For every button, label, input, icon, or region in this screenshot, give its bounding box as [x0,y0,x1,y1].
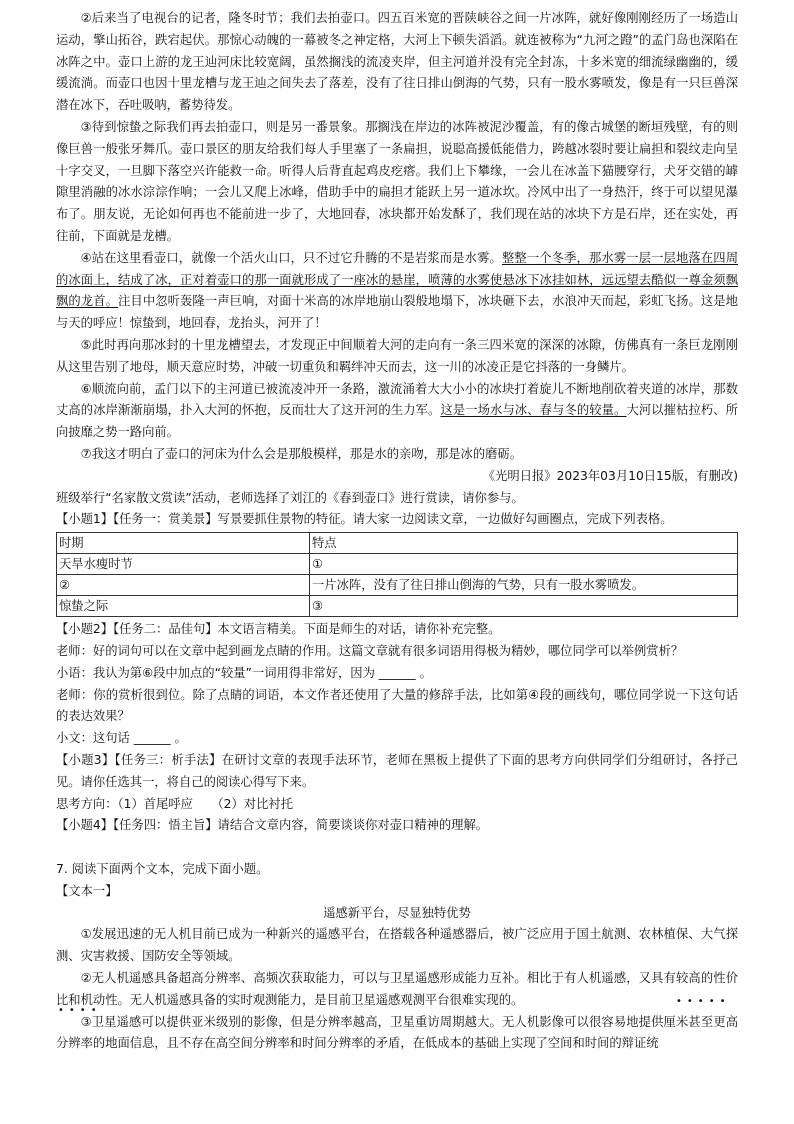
table-cell-period: 惊蛰之际 [57,596,310,617]
passage-paragraph-7: ⑦我这才明白了壶口的河床为什么会是那般模样，那是水的亲吻，那是冰的磨砺。 [80,446,523,461]
thinking-directions: 思考方向：（1）首尾呼应 （2）对比衬托 [56,796,293,811]
section-spacer [56,837,738,859]
table-cell-period: 天旱水瘦时节 [57,554,310,575]
emphasis-dot-marks: ••••• [676,995,731,1007]
paragraph-6-opening: ⑥顺流向前，孟门以下的主河道已被流凌冲开一条路，激流涌着大大小小的冰块打着旋儿不断地削砍着夹道的冰岸，那数丈高的冰岸渐渐崩塌，扑入大河的怀抱，反而壮大了这开河的生力军。 [56,381,738,418]
table-row [57,575,738,596]
activity-intro: 班级举行“名家散文赏读”活动，老师选择了刘江的《春到壶口》进行赏读，请你参与。 [56,490,524,505]
table-header-row [57,533,738,554]
passage-paragraph-3: ③待到惊蛰之际我们再去拍壶口，则是另一番景象。那搁浅在岸边的冰阵被泥沙覆盖，有的像古城堡的断垣残壁，有的则像巨兽一般张牙舞爪。壶口景区的朋友给我们每人手里塞了一条扁担，说聪高援低能借力，跨越冰裂时要让扁担和裂纹走向呈十字交叉，一旦脚下落空兴许能救一命。听得人后背直起鸡皮疙瘩。我们上下攀缘，一会儿在冰盖下猫腰穿行，犬牙交错的罅隙里消融的冰水淙淙作响；一会儿又爬上冰峰，借助手中的扁担才能跃上另一道冰坎。冷风中出了一身热汗，终于可以望见瀑布了。朋友说，无论如何再也不能前进一步了，大地回春，冰块都开始发酥了，我们现在站的冰块下方是石岸，还在实处，再往前，下面就是龙槽。 [56,119,738,243]
passage-paragraph-2: ②后来当了电视台的记者，隆冬时节；我们去拍壶口。四五百米宽的晋陕峡谷之间一片冰阵，就好像刚刚经历了一场造山运动，擎山拓谷，跌宕起伏。那惊心动魄的一幕被冬之神定格，大河上下顿失滔滔。就连被称为“九河之蹬”的孟门岛也深陷在冰阵之中。壶口上游的龙王辿河床比较宽阔，虽然搁浅的流凌夹岸，但主河道并没有完全封冻，十多米宽的细流绿幽幽的，缓缓流淌。而壶口也因十里龙槽与龙王辿之间失去了落差，没有了往日排山倒海的气势，只有一股水雾喷发，像是有一只巨兽深潜在冰下，吞吐吸呐，蓄势待发。 [56,11,738,113]
passage-paragraph-4 [56,248,738,335]
article-title: 遥感新平台，尽显独特优势 [323,905,471,920]
paragraph-6-closing: 大河以摧枯拉朽、所向披靡之势一路向前。 [56,403,738,440]
article-paragraph-1: ①发展迅速的无人机目前已成为一种新兴的遥感平台，在搭载各种遥感器后，被广泛应用于国土航测、农林植保、大气探测、灾害救援、国防安全等领域。 [56,927,738,964]
dialogue-teacher-2: 老师：你的赏析很到位。除了点睛的词语，本文作者还使用了大量的修辞手法，比如第④段的画线句，哪位同学说一下这句话的表达效果？ [56,687,738,724]
scenery-table [56,532,738,617]
table-cell-feature-blank[interactable]: ① [310,554,738,575]
table-row [57,596,738,617]
table-cell-feature: 一片冰阵，没有了往日排山倒海的气势，只有一股水雾喷发。 [310,575,738,596]
source-citation: 《光明日报》2023年03月10日15版，有删改) [482,468,738,483]
paragraph-6-underlined-sentence: 这是一场水与冰、春与冬的较量。 [440,403,627,418]
emphasis-dot-marks: •••• [58,1004,102,1016]
table-cell-period-blank[interactable]: ② [57,575,310,596]
table-cell-feature-blank[interactable]: ③ [310,596,738,617]
article-paragraph-3: ③卫星遥感可以提供亚米级别的影像，但是分辨率越高，卫星重访周期越大。无人机影像可以很容易地提供厘米甚至更高分辨率的地面信息，且不存在高空间分辨率和时间分辨率的矛盾，在低成本的基础上实现了空间和时间的辩证统 [56,1014,738,1051]
paragraph-4-closing: 注目中忽听轰隆一声巨响，对面十米高的冰岸地崩山裂般地塌下，冰块砸下去，水浪冲天而起，彩虹飞扬。这是地与天的呼应！惊蛰到，地回春，龙抬头，河开了！ [56,294,738,331]
question-3-text: 【小题3】【任务三：析手法】在研讨文章的表现手法环节，老师在黑板上提供了下面的思考方向供同学们分组研讨，各抒己见。请你任选其一，将自己的阅读心得写下来。 [56,752,738,789]
passage-paragraph-5: ⑤此时再向那冰封的十里龙槽望去，才发现正中间顺着大河的走向有一条三四米宽的深深的冰隙，仿佛真有一条巨龙刚刚从这里告别了地母，顺天意应时势，冲破一切重负和羁绊冲天而去，这一川的冰凌正是它抖落的一身鳞片。 [56,337,738,374]
text-one-label: 【文本一】 [56,883,118,898]
table-header-feature: 特点 [310,533,738,554]
paragraph-4-opening: ④站在这里看壶口，就像一个活火山口，只不过它升腾的不是岩浆而是水雾。 [80,250,502,265]
dialogue-xiaowen: 小文：这句话 ______ 。 [56,731,187,746]
passage-paragraph-6 [56,379,738,444]
article-paragraph-2: ②无人机遥感具备超高分辨率、高频次获取能力，可以与卫星遥感形成能力互补。相比于有人机遥感，又具有较高的性价比和机动性。无人机遥感具备的实时观测能力，是目前卫星遥感观测平台很难实现的。 [56,971,738,1007]
question-7-heading: 7. 阅读下面两个文本，完成下面小题。 [56,862,269,877]
question-4-text: 【小题4】【任务四：悟主旨】请结合文章内容，简要谈谈你对壶口精神的理解。 [56,818,489,833]
dialogue-teacher-1: 老师：好的词句可以在文章中起到画龙点睛的作用。这篇文章就有很多词语用得极为精妙，哪位同学可以举例赏析？ [56,643,684,658]
document-body [56,8,738,1055]
paragraph-4-underlined-sentence: 整整一个冬季，那水雾一层一层地落在四周的冰面上，结成了冰，正对着壶口的那一面就形成了一座冰的悬崖，喷薄的水雾使悬冰下冰挂如林，远远望去酷似一尊金须飘飘的龙首。 [56,250,738,309]
dialogue-xiaoyu: 小语：我认为第⑥段中加点的“较量”一词用得非常好，因为 ______ 。 [56,665,432,680]
question-2-text: 【小题2】【任务二：品佳句】本文语言精美。下面是师生的对话，请你补充完整。 [56,622,501,637]
question-1-text: 【小题1】【任务一：赏美景】写景要抓住景物的特征。请大家一边阅读文章，一边做好勾画圈点，完成下列表格。 [56,512,673,527]
table-header-period: 时期 [57,533,310,554]
table-row [57,554,738,575]
